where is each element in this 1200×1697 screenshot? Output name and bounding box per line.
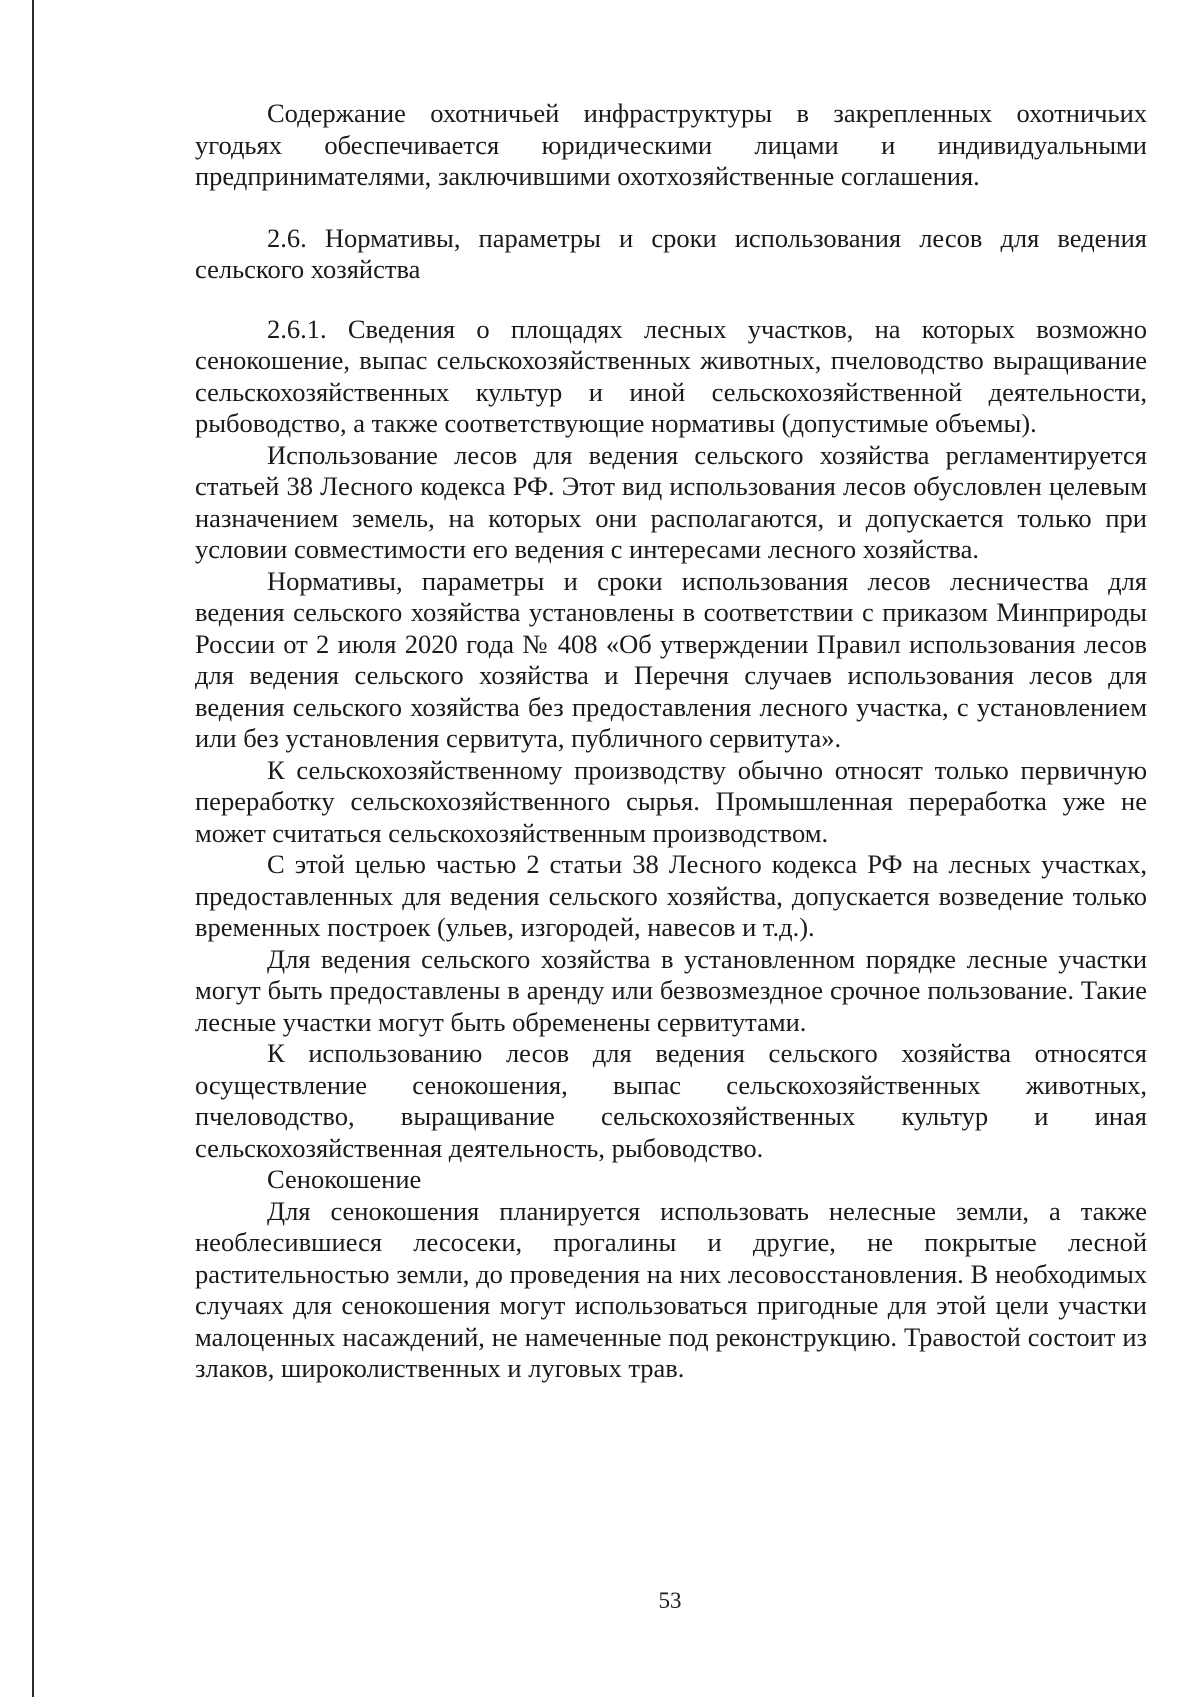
paragraph-forest-use: Использование лесов для ведения сельского хозяйства регламентируется статьей 38 Лесного кодекса РФ. Этот вид использования лесов обусловлен целевым назначением земель, на которых они располагаются, и допускается только при условии совместимости его ведения с интересами лесного хозяйства.: [195, 439, 1147, 564]
section-heading-2-6: 2.6. Нормативы, параметры и сроки использования лесов для ведения сельского хозяйства: [195, 222, 1147, 284]
page-number: 53: [658, 1588, 682, 1613]
paragraph-norms-order: Нормативы, параметры и сроки использования лесов лесничества для ведения сельского хозяйства установлены в соответствии с приказом Минприроды России от 2 июля 2020 года № 408 «Об утверждении Правил использования лесов для ведения сельского хозяйства и Перечня случаев использования лесов для ведения сельского хозяйства без предоставления лесного участка, с установлением или без установления сервитута, публичного сервитута».: [195, 565, 1147, 753]
document-body: [195, 98, 1147, 1385]
subheading-haymaking: Сенокошение: [267, 1164, 422, 1194]
scan-edge-line: [32, 0, 34, 1697]
paragraph-activity-types: К использованию лесов для ведения сельского хозяйства относятся осуществление сенокошения, выпас сельскохозяйственных животных, пчеловодство, выращивание сельскохозяйственных культур и иная сельскохозяйственная деятельность, рыбоводство.: [195, 1038, 1147, 1163]
paragraph-lease: Для ведения сельского хозяйства в установленном порядке лесные участки могут быть предоставлены в аренду или безвозмездное срочное пользование. Такие лесные участки могут быть обременены сервитутами.: [195, 943, 1147, 1037]
paragraph-haymaking: Для сенокошения планируется использовать нелесные земли, а также необлесившиеся лесосеки, прогалины и другие, не покрытые лесной растительностью земли, до проведения на них лесовосстановления. В необходимых случаях для сенокошения могут использоваться пригодные для этой цели участки малоценных насаждений, не намеченные под реконструкцию. Травостой состоит из злаков, широколиственных и луговых трав.: [195, 1195, 1147, 1383]
paragraph-hunting-infrastructure: Содержание охотничьей инфраструктуры в закрепленных охотничьих угодьях обеспечивается юридическими лицами и индивидуальными предпринимателями, заключившими охотхозяйственные соглашения.: [195, 98, 1147, 191]
section-heading-2-6-1: 2.6.1. Сведения о площадях лесных участков, на которых возможно сенокошение, выпас сельскохозяйственных животных, пчеловодство выращивание сельскохозяйственных культур и иной сельскохозяйственной деятельности, рыбоводство, а также соответствующие нормативы (допустимые объемы).: [195, 313, 1147, 438]
paragraph-temporary-buildings: С этой целью частью 2 статьи 38 Лесного кодекса РФ на лесных участках, предоставленных для ведения сельского хозяйства, допускается возведение только временных построек (ульев, изгородей, навесов и т.д.).: [195, 849, 1147, 942]
paragraph-agricultural-production: К сельскохозяйственному производству обычно относят только первичную переработку сельскохозяйственного сырья. Промышленная переработка уже не может считаться сельскохозяйственным производством.: [195, 754, 1147, 848]
